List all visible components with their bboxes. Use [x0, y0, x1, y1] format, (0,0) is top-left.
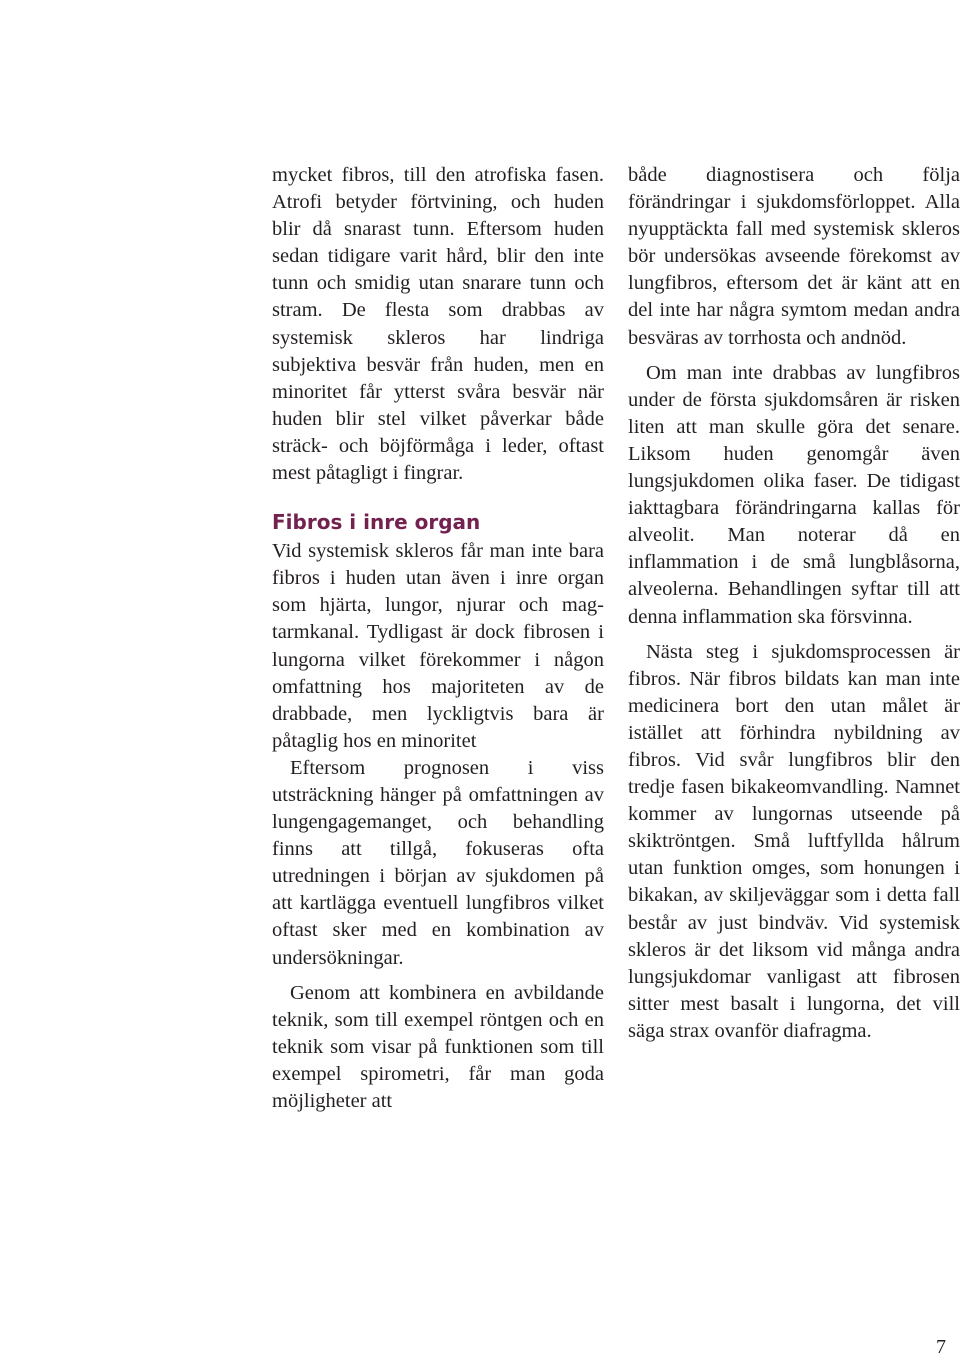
body-paragraph: Eftersom prognosen i viss utsträckning hänger på omfattningen av lungengagemanget, och behandling finns att tillgå, fokuseras ofta utredningen i början av sjukdomen på att kartlägga eventuell lungfibros vilket oftast sker med en kombination av undersökningar.: [272, 756, 604, 969]
body-paragraph: Nästa steg i sjukdomsprocessen är fibros. När fibros bildats kan man inte medicinera bort den utan målet är istället att förhindra nybildning av fibros. Vid svår lungfibros blir den tredje fasen bikakeomvandling. Namnet kommer av lungornas utseende på skiktröntgen. Små luftfyllda hålrum utan funktion omges, som honungen i bikakan, av skiljeväggar som i detta fall består av just bindväv. Vid systemisk skleros är det liksom vid många andra lungsjukdomar vanligast att fibrosen sitter mest basalt i lungorna, det vill säga strax ovanför diafragma.: [628, 640, 960, 1042]
section-heading: Fibros i inre organ: [272, 510, 481, 535]
body-paragraph: Om man inte drabbas av lungfibros under de första sjukdomsåren är risken liten att man skulle göra det senare. Liksom huden genomgår även lungsjukdomen olika faser. De tidigast iakttagbara förändringarna kallas för alveolit. Man noterar då en inflammation i de små lungblåsorna, alveolerna. Behandlingen syftar till att denna inflammation ska försvinna.: [628, 361, 960, 628]
body-paragraph: Vid systemisk skleros får man inte bara fibros i huden utan även i inre organ som hjärta, lungor, njurar och mag-tarmkanal. Tydligast är dock fibrosen i lungorna vilket förekommer i någon omfattning hos majoriteten av de drabbade, men lyckligtvis bara är påtaglig hos en minoritet: [272, 540, 604, 752]
right-text-column: [628, 162, 960, 1045]
page-number: 7: [936, 1336, 946, 1358]
body-paragraph: Genom att kombinera en avbildande teknik, som till exempel röntgen och en teknik som visar på funktionen som till exempel spirometri, får man goda möjligheter att: [272, 981, 604, 1112]
body-paragraph: mycket fibros, till den atrofiska fasen. Atrofi betyder förtvining, och huden blir då snarast tunn. Eftersom huden sedan tidigare varit hård, blir den inte tunn och smidig utan snarare tunn och stram. De flesta som drabbas av systemisk skleros har lindriga subjektiva besvär från huden, men en minoritet får ytterst svåra besvär när huden blir stel vilket påverkar både sträck- och böjförmåga i leder, oftast mest påtagligt i fingrar.: [272, 164, 604, 485]
left-text-column: [272, 162, 604, 1115]
body-paragraph: både diagnostisera och följa förändringar i sjukdomsförloppet. Alla nyupptäckta fall med systemisk skleros bör undersökas avseende förekomst av lungfibros, eftersom det är känt att en del inte har några symtom medan andra besväras av torrhosta och andnöd.: [628, 164, 960, 349]
